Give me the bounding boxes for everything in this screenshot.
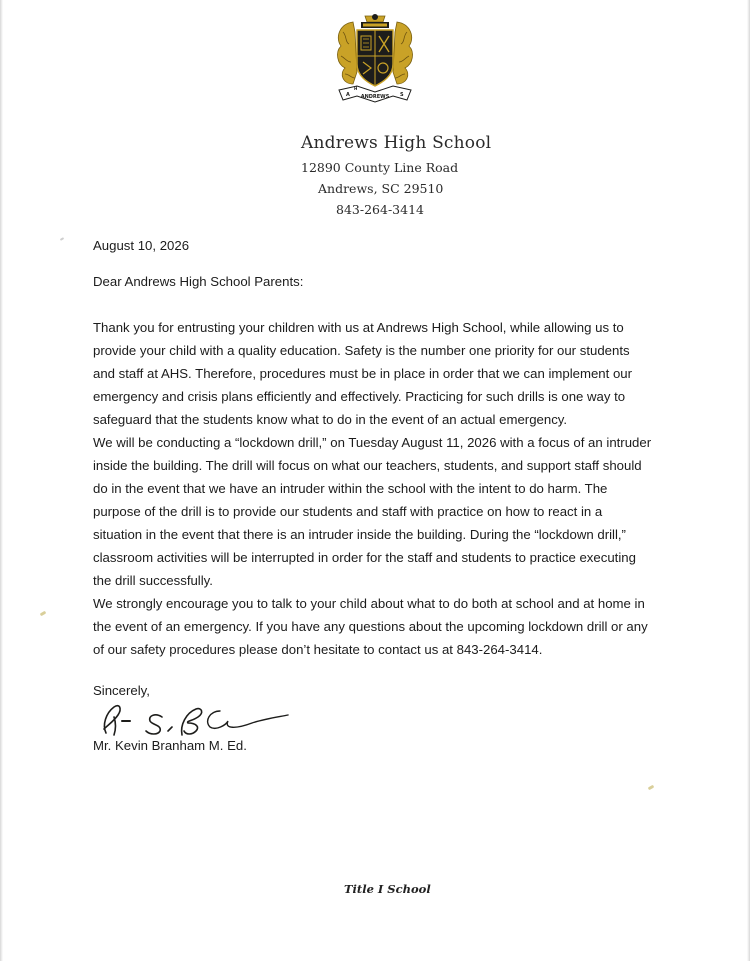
body-line: We will be conducting a “lockdown drill,” on Tuesday August 11, 2026 with a focus of an intruder (93, 435, 652, 450)
svg-text:ANDREWS: ANDREWS (360, 94, 390, 100)
svg-text:A: A (346, 92, 350, 98)
letter-salutation: Dear Andrews High School Parents: (93, 274, 304, 289)
school-name: Andrews High School (301, 133, 492, 153)
letter-closing: Sincerely, (93, 683, 150, 698)
body-line: emergency and crisis plans efficiently and effectively. Practicing for such drills is one way to (93, 389, 626, 404)
body-line: Thank you for entrusting your children with us at Andrews High School, while allowing us to (93, 320, 624, 335)
body-line: safeguard that the students know what to do in the event of an actual emergency. (93, 412, 568, 427)
paper-speck (60, 237, 64, 241)
page-edge-left (0, 0, 3, 961)
body-line: classroom activities will be interrupted in order for the staff and students to practice executing (93, 550, 636, 565)
body-line: do in the event that we have an intruder within the school with the intent to do harm. The (93, 481, 608, 496)
paper-speck (40, 611, 47, 617)
body-line: and staff at AHS. Therefore, procedures must be in place in order that we can implement our (93, 366, 633, 381)
address-city-state: Andrews, SC 29510 (318, 181, 444, 196)
body-line: the drill successfully. (93, 573, 213, 588)
svg-text:H: H (354, 86, 358, 91)
svg-text:S: S (400, 92, 404, 98)
body-line: the event of an emergency. If you have any questions about the upcoming lockdown drill or any (93, 619, 648, 634)
address-street: 12890 County Line Road (301, 160, 459, 175)
paper-speck (648, 785, 655, 791)
body-line: inside the building. The drill will focus on what our teachers, students, and support staff should (93, 458, 642, 473)
body-line: purpose of the drill is to provide our students and staff with practice on how to react in a (93, 504, 603, 519)
page-footer: Title I School (344, 882, 431, 896)
body-line: situation in the event that there is an intruder inside the building. During the “lockdown drill,” (93, 527, 626, 542)
body-line: provide your child with a quality education. Safety is the number one priority for our students (93, 343, 630, 358)
letter-date: August 10, 2026 (93, 238, 190, 253)
body-line: of our safety procedures please don’t hesitate to contact us at 843-264-3414. (93, 642, 543, 657)
letter-signer: Mr. Kevin Branham M. Ed. (93, 738, 247, 753)
school-crest-logo (333, 12, 417, 104)
body-line: We strongly encourage you to talk to your child about what to do both at school and at home in (93, 596, 645, 611)
letter-body (93, 316, 651, 661)
school-phone: 843-264-3414 (336, 202, 424, 217)
